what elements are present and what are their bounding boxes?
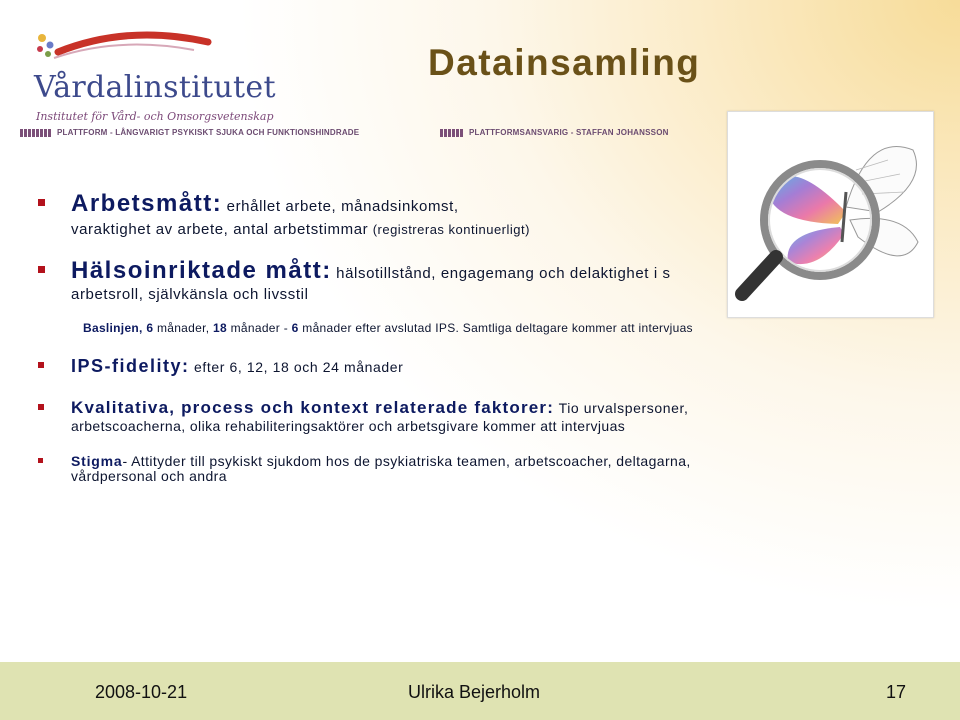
- baslinjen-text3: månader efter avslutad IPS. Samtliga deltagare kommer att intervjuas: [302, 321, 693, 335]
- kvalitativa-text1: Tio urvalspersoner,: [558, 400, 689, 416]
- footer-date: 2008-10-21: [95, 682, 188, 702]
- arbetsmatt-line1: [71, 190, 459, 218]
- halsoinriktade-line1: [71, 257, 671, 285]
- halsoinriktade-text1: hälsotillstånd, engagemang och delaktighet i s: [336, 265, 671, 282]
- arbetsmatt-line2: [71, 221, 530, 239]
- stigma-line2: [71, 468, 227, 486]
- baslinjen-line: [83, 321, 693, 335]
- baslinjen-bold2: 18: [213, 321, 227, 335]
- footer-page-number: 17: [886, 682, 907, 702]
- stigma-heading: Stigma: [71, 453, 123, 469]
- bullet-icon: [38, 266, 45, 273]
- halsoinriktade-text2: arbetsroll, självkänsla och livsstil: [71, 286, 309, 303]
- arbetsmatt-heading: Arbetsmått:: [71, 190, 223, 217]
- platform-right-label: PLATTFORMSANSVARIG - STAFFAN JOHANSSON: [469, 128, 669, 137]
- logo-subtitle: Institutet för Vård- och Omsorgsvetenskap: [36, 110, 274, 123]
- ips-text: efter 6, 12, 18 och 24 månader: [193, 359, 404, 375]
- stigma-text2: vårdpersonal och andra: [71, 468, 227, 484]
- ips-heading: IPS-fidelity:: [71, 356, 190, 376]
- footer-author: Ulrika Bejerholm: [408, 682, 541, 702]
- platform-left-label: PLATTFORM - LÅNGVARIGT PSYKISKT SJUKA OCH FUNKTIONSHINDRADE: [57, 128, 360, 137]
- slide-footer: [0, 662, 960, 720]
- kvalitativa-line2: [71, 418, 625, 436]
- kvalitativa-heading: Kvalitativa, process och kontext relaterade faktorer:: [71, 398, 555, 417]
- baslinjen-text1: månader,: [156, 321, 210, 335]
- bullet-icon: [38, 199, 45, 206]
- bullet-icon: [38, 458, 43, 463]
- baslinjen-bold3: 6: [291, 321, 299, 335]
- logo-wordmark: Vårdalinstitutet: [34, 70, 276, 105]
- stigma-text1: - Attityder till psykiskt sjukdom hos de psykiatriska teamen, arbetscoacher, deltagarna,: [122, 453, 691, 469]
- arbetsmatt-text1: erhållet arbete, månadsinkomst,: [226, 198, 459, 215]
- baslinjen-bold: Baslinjen, 6: [83, 321, 154, 335]
- slide-title: Datainsamling: [428, 42, 701, 83]
- arbetsmatt-text2: varaktighet av arbete, antal arbetstimmar: [71, 221, 369, 238]
- halsoinriktade-line2: [71, 286, 309, 304]
- kvalitativa-line1: [71, 398, 689, 418]
- bullet-icon: [38, 404, 44, 410]
- kvalitativa-text2: arbetscoacherna, olika rehabiliteringsaktörer och arbetsgivare kommer att intervjuas: [71, 418, 626, 434]
- ips-line: [71, 356, 403, 377]
- arbetsmatt-note: (registreras kontinuerligt): [372, 222, 530, 237]
- bullet-icon: [38, 362, 44, 368]
- halsoinriktade-heading: Hälsoinriktade mått:: [71, 257, 332, 284]
- baslinjen-text2: månader -: [230, 321, 289, 335]
